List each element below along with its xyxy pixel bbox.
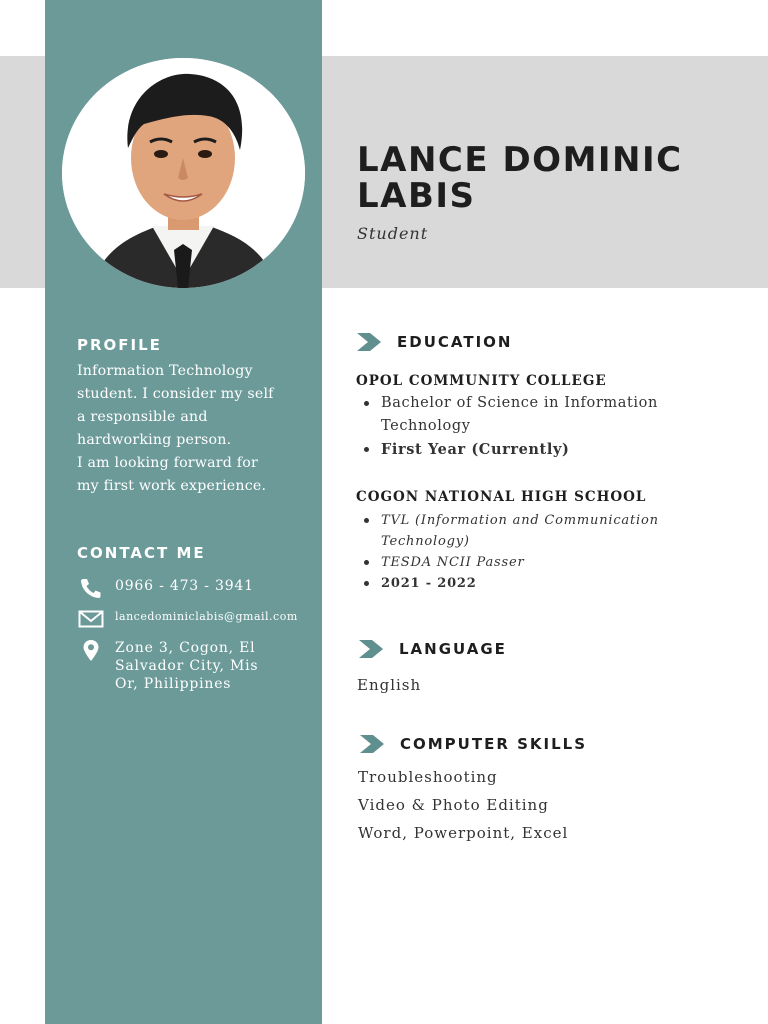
computer-skills-heading: COMPUTER SKILLS	[400, 735, 588, 753]
list-item	[356, 510, 659, 552]
list-item	[356, 438, 658, 461]
profile-line: a responsible and	[77, 409, 208, 425]
postal-address	[115, 639, 258, 693]
education-section-header	[357, 333, 512, 351]
contact-email-row	[78, 608, 298, 630]
address-line: Salvador City, Mis	[115, 658, 259, 674]
contact-heading: CONTACT ME	[77, 544, 206, 562]
contact-phone-row	[78, 577, 254, 599]
list-item-line: TESDA NCII Passer	[381, 555, 525, 570]
address-line: Zone 3, Cogon, El	[115, 640, 256, 656]
contact-address-row	[78, 639, 258, 693]
name-line-2: LABIS	[357, 176, 476, 216]
school-name: OPOL COMMUNITY COLLEGE	[356, 373, 607, 389]
language-section-header	[359, 640, 507, 658]
skill-item: Troubleshooting	[358, 768, 498, 786]
person-name	[357, 142, 757, 214]
map-pin-icon	[78, 639, 104, 661]
school-details-list	[356, 392, 658, 461]
list-item-line: Technology	[381, 418, 471, 434]
profile-line: I am looking forward for	[77, 455, 258, 471]
profile-text	[77, 360, 302, 498]
chevron-arrow-icon	[357, 333, 381, 351]
list-item	[356, 552, 659, 573]
language-heading: LANGUAGE	[399, 640, 507, 658]
address-line: Or, Philippines	[115, 676, 232, 692]
profile-line: my first work experience.	[77, 478, 267, 494]
list-item-line: 2021 - 2022	[381, 576, 477, 591]
computer-skills-section-header	[360, 735, 587, 753]
phone-number: 0966 - 473 - 3941	[115, 578, 254, 594]
role-subtitle: Student	[357, 224, 429, 243]
list-item	[356, 392, 658, 438]
list-item-line: TVL (Information and Communication	[381, 513, 659, 528]
list-item-line: First Year (Currently)	[381, 441, 570, 458]
education-heading: EDUCATION	[397, 333, 513, 351]
list-item-line: Technology)	[381, 534, 470, 549]
name-line-1: LANCE DOMINIC	[357, 140, 683, 180]
language-item: English	[357, 676, 422, 694]
profile-line: hardworking person.	[77, 432, 232, 448]
profile-line: student. I consider my self	[77, 386, 274, 402]
chevron-arrow-icon	[359, 640, 383, 658]
skill-item: Video & Photo Editing	[358, 796, 549, 814]
email-address: lancedominiclabis@gmail.com	[115, 610, 298, 623]
school-name: COGON NATIONAL HIGH SCHOOL	[356, 489, 647, 505]
skill-item: Word, Powerpoint, Excel	[358, 824, 569, 842]
profile-heading: PROFILE	[77, 336, 162, 354]
portrait-illustration	[62, 58, 305, 288]
school-details-list	[356, 510, 659, 594]
phone-icon	[78, 577, 104, 599]
envelope-icon	[78, 608, 104, 630]
list-item-line: Bachelor of Science in Information	[381, 395, 658, 411]
profile-photo	[62, 58, 305, 288]
chevron-arrow-icon	[360, 735, 384, 753]
profile-line: Information Technology	[77, 363, 253, 379]
list-item	[356, 573, 659, 594]
